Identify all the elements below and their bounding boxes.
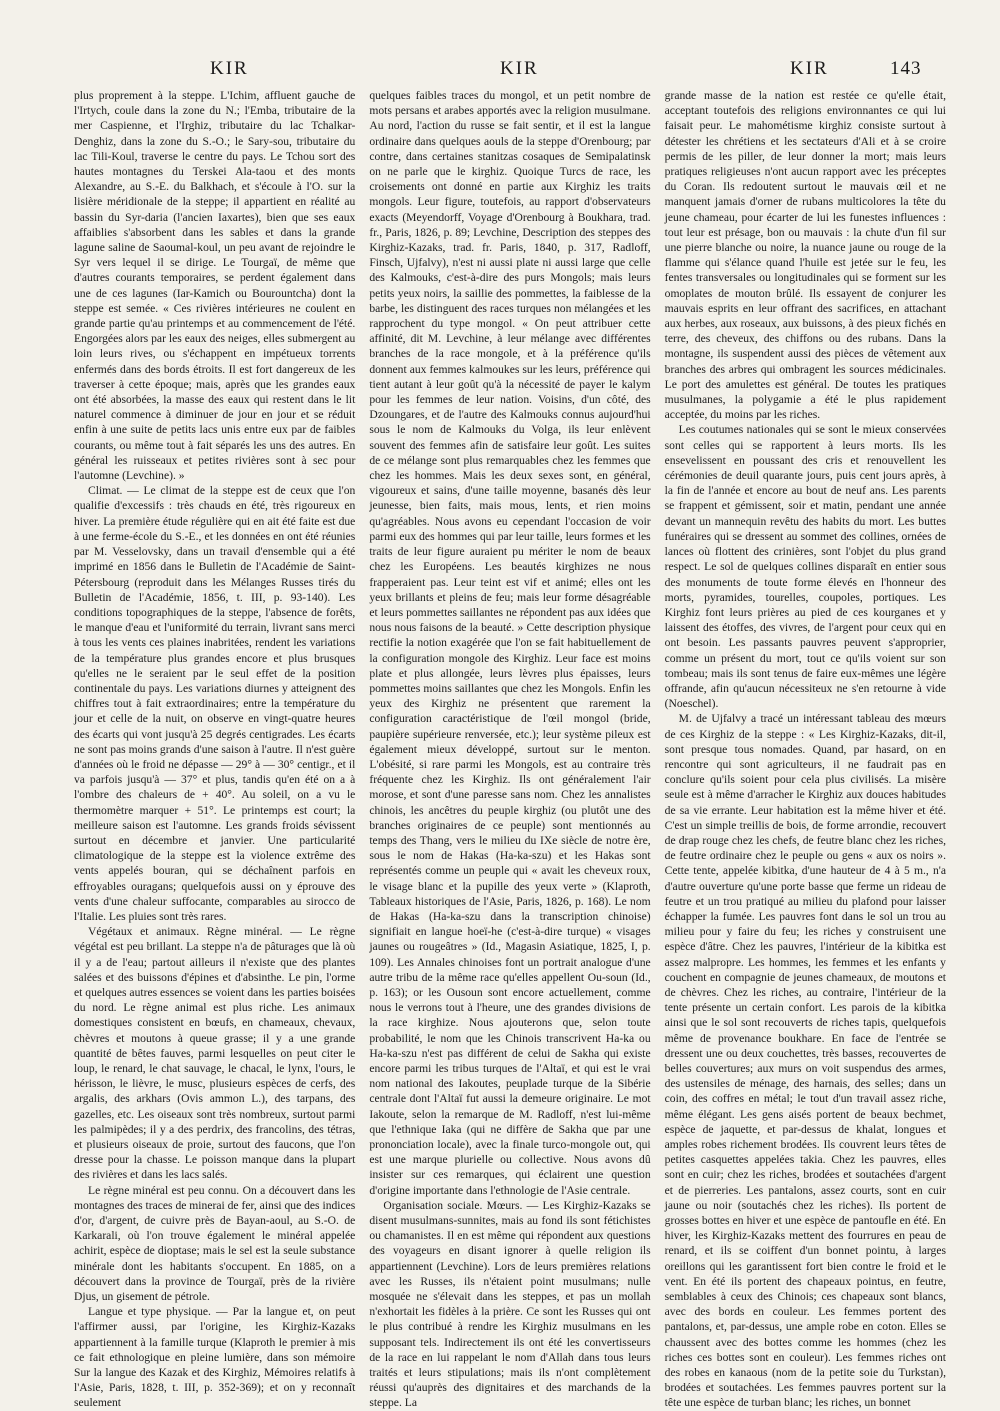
paragraph: M. de Ujfalvy a tracé un intéressant tableau des mœurs de ces Kirghiz de la steppe : « Les Kirghiz-Kazaks, dit-il, sont presque tous nomades. Quand, par hasard, on en rencontre qui sont agriculteurs, il ne faudrait pas en conclure qu'ils soient pour cela plus civilisés. La misère seule est à même d'arracher le Kirghiz aux douces habitudes de sa vie errante. Leur habitation est la même hiver et été. C'est un simple treillis de bois, de forme arrondie, recouvert de drap rouge chez les chefs, de feutre blanc chez les riches, de feutre ordinaire chez le peuple ou gens « aux os noirs ». Cette tente, appelée kibitka, d'une hauteur de 4 à 5 m., n'a d'autre ouverture qu'une porte basse que ferme un rideau de feutre et un trou pratiqué au milieu du plafond pour laisser échapper la fumée. Les pauvres font dans le sol un trou au milieu pour y faire du feu; les riches y construisent une espèce d'âtre. Chez les pauvres, l'intérieur de la kibitka est assez malpropre. Les hommes, les femmes et les enfants y couchent en compagnie de jeunes chameaux, de moutons et de chèvres. Chez les riches, au contraire, l'intérieur de la tente présente un certain confort. Les parois de la kibitka ainsi que le sol sont recouverts de riches tapis, quelquefois même de provenance boukhare. En face de l'entrée se dressent une ou deux couchettes, très basses, recouvertes de belles couvertures; aux murs on voit suspendus des armes, des ustensiles de ménage, des harnais, des selles; dans un coin, des coffres en métal; le tout d'un travail assez riche, même élégant. Les gens aisés portent de beaux bechmet, espèce de jaquette, et par-dessus de khalat, longues et amples robes richement brodées. Ils couvrent leurs têtes de petites casquettes appelées takia. Chez les pauvres, elles sont en cuir; chez les riches, brodées et soutachées d'argent et de pierreries. Les pantalons, assez courts, sont en cuir jaune ou noir (soutachés chez les riches). Ils portent de grosses bottes en hiver et une espèce de pantoufle en été. En hiver, les Kirghiz-Kazaks mettent des fourrures en peau de renard, et ils se coiffent d'un bonnet pointu, à larges oreillons qui les garantissent fort bien contre le froid et le vent. En été ils portent des chapeaux pointus, en feutre, semblables à ceux des Chinois; ces chapeaux sont blancs, avec des bords en couleur. Les femmes portent des pantalons, et, par-dessus, une ample robe en coton. Elles se chaussent avec des bottes comme les hommes (chez les riches ces bottes sont en couleur). Les femmes riches ont des robes en kanaous (nom de la petite soie du Turkstan), brodées et soutachées. Les femmes pauvres portent sur la tête une espèce de turban blanc; les riches, un bonnet bbox=[664, 712, 946, 1410]
running-head bbox=[70, 58, 945, 82]
column-3 bbox=[664, 88, 946, 1410]
page-number: 143 bbox=[890, 58, 922, 79]
running-head-right: KIR bbox=[790, 58, 829, 79]
paragraph: Organisation sociale. Mœurs. — Les Kirghiz-Kazaks se disent musulmans-sunnites, mais au fond ils sont fétichistes ou chamanistes. Il en est même qui répondent aux questions des voyageurs en disant ignorer à quelle religion ils appartiennent (Levchine). Lors de leurs premières relations avec les Russes, ils n'étaient point musulmans; nulle mosquée ne s'élevait dans les steppes, et pas un mollah n'exhortait les fidèles à la prière. Ce sont les Russes qui ont le plus contribué à rendre les Kirghiz musulmans en les supposant tels. Indirectement ils ont été les convertisseurs de la race en lui rappelant le nom d'Allah dans tous leurs traités et leurs stipulations; mais ils n'ont complètement réussi qu'auprès des dignitaires et des marchands de la steppe. La bbox=[369, 1198, 651, 1410]
paragraph: Le règne minéral est peu connu. On a découvert dans les montagnes des traces de minerai de fer, ainsi que des indices d'or, d'argent, de cuivre près de Bayan-aoul, au S.-O. de Karkarali, où l'on trouve également le minéral appelée achirit, espèce de dioptase; mais le sel est la seule substance minérale dont les habitants s'occupent. En 1885, on a découvert dans la province de Tourgaï, près de la rivière Djus, un gisement de pétrole. bbox=[74, 1183, 356, 1304]
column-2 bbox=[369, 88, 651, 1410]
paragraph: Végétaux et animaux. Règne minéral. — Le règne végétal est peu brillant. La steppe n'a de pâturages que là où il y a de l'eau; partout ailleurs il n'existe que des plantes salées et des buissons d'épines et d'absinthe. Le pin, l'orme et quelques autres essences se voient dans les parties boisées du nord. Le règne animal est plus riche. Les animaux domestiques consistent en bœufs, en chameaux, chevaux, chèvres et moutons à queue grasse; il y a une grande quantité de bêtes fauves, parmi lesquelles on peut citer le loup, le renard, le chat sauvage, le chacal, le lynx, l'ours, le hérisson, le lièvre, le musc, plusieurs espèces de cerfs, des argalis, des arkhars (Ovis ammon L.), des tarpans, des gazelles, etc. Les oiseaux sont très nombreux, surtout parmi les palmipèdes; il y a des perdrix, des francolins, des tétras, et plusieurs oiseaux de proie, surtout des faucons, que l'on dresse pour la chasse. Le poisson manque dans la plupart des rivières et dans les lacs salés. bbox=[74, 925, 356, 1182]
running-head-left: KIR bbox=[210, 58, 249, 79]
paragraph: grande masse de la nation est restée ce qu'elle était, acceptant toutefois des religions environnantes ce qui lui faisait peur. Le mahométisme kirghiz consiste surtout à détester les chrétiens et les sectateurs d'Ali et à se croire permis de les piller, de leur donner la mort; mais leurs pratiques religieuses n'ont aucun rapport avec les préceptes du Coran. Ils redoutent surtout le mauvais œil et ne manquent jamais d'orner de rubans multicolores la tête du jeune chameau, pour écarter de lui les funestes influences : tout leur est présage, bon ou mauvais : la chute d'un fil sur une pierre blanche ou noire, la nuance jaune ou rouge de la flamme qui s'élance quand l'huile est jetée sur le feu, les fentes transversales ou longitudinales qui se forment sur les omoplates de mouton brûlé. Ils essayent de conjurer les mauvais esprits en leur offrant des sacrifices, en attachant aux herbes, aux roseaux, aux buissons, à des pieux fichés en terre, des cheveux, des chiffons ou des rubans. Dans la montagne, ils suspendent aussi des pièces de vêtement aux branches des arbres qui ombragent les sources médicinales. Le port des amulettes est général. De toutes les pratiques musulmanes, la polygamie a été le plus rapidement acceptée, du moins par les riches. bbox=[664, 89, 946, 422]
text-columns bbox=[74, 88, 946, 1410]
paragraph: Les coutumes nationales qui se sont le mieux conservées sont celles qui se rapportent à leurs morts. Ils les ensevelissent en poussant des cris et renouvellent les cérémonies de deuil quarante jours, puis cent jours après, à la fin de l'année et encore au bout de neuf ans. Les parents se frappent et gémissent, soir et matin, pendant une année devant un mannequin revêtu des habits du mort. Les buttes funéraires qui se dressent au sommet des collines, ornées de lances où flottent des crinières, sont l'objet du plus grand respect. Le sol de quelques collines disparaît en entier sous des monuments de toute forme élevés en l'honneur des morts, pyramides, tourelles, coupoles, portiques. Les Kirghiz font leurs prières au pied de ces kourganes et y laissent des étoffes, des vivres, de l'argent pour ceux qui en ont besoin. Les passants pauvres peuvent s'approprier, comme un présent du mort, tout ce qu'ils voient sur son tombeau; mais ils sont tenus de faire eux-mêmes une légère offrande, afin qu'aucun nécessiteux ne s'en retourne à vide (Noeschel). bbox=[664, 423, 946, 711]
running-head-center: KIR bbox=[500, 58, 539, 79]
paragraph: plus proprement à la steppe. L'Ichim, affluent gauche de l'Irtych, coule dans la zone du N.; l'Emba, tributaire de la mer Caspienne, et l'Irghiz, tributaire du lac Tchalkar-Denghiz, dans la zone du S.-O.; le Sary-sou, tributaire du lac Tili-Koul, traverse le centre du pays. Le Tchou sort des hautes montagnes du Terskei Ala-taou et des monts Alexandre, au S.-E. du Balkhach, et s'écoule à l'O. sur la lisière méridionale de la steppe; il appartient en réalité au bassin du Syr-daria (l'ancien Iaxartes), bien que ses eaux affaiblies s'absorbent dans les sables et dans la grande lagune saline de Saoumal-koul, un peu avant de rejoindre le Syr vers lequel il se dirige. Le Tourgaï, de même que d'autres courants temporaires, se perdent également dans une de ces lagunes (Iar-Kamich ou Bourountcha) dont la steppe est semée. « Ces rivières intérieures ne coulent en grande partie qu'au printemps et au commencement de l'été. Engorgées alors par les eaux des neiges, elles submergent au loin leurs rives, ou s'échappent en impétueux torrents enfermés dans des bords étroits. Il est fort dangereux de les traverser à cette époque; mais, après que les grandes eaux ont été absorbées, la masse des eaux qui restent dans le lit naturel commence à diminuer de jour en jour et se réduit enfin à une suite de petits lacs unis entre eux par de faibles courants, ou même tout à fait séparés les uns des autres. En général les ruisseaux et petites rivières sont à sec pour l'automne (Levchine). » bbox=[74, 89, 356, 483]
paragraph: Climat. — Le climat de la steppe est de ceux que l'on qualifie d'excessifs : très chauds en été, très rigoureux en hiver. La première étude régulière qui en ait été faite est due à une ferme-école du S.-E., et les données en ont été réunies par M. Vesselovsky, dans un travail d'ensemble qui a été imprimé en 1856 dans le Bulletin de l'Académie de Saint-Pétersbourg (reproduit dans les Mélanges Russes tirés du Bulletin de l'Académie, 1856, t. III, p. 93-140). Les conditions topographiques de la steppe, l'absence de forêts, le manque d'eau et l'uniformité du terrain, livrant sans merci à tous les vents ces plaines inabritées, rendent les variations de la température plus grandes encore et plus brusques qu'elles ne le seraient par le seul effet de la position continentale du pays. Les variations diurnes y atteignent des chiffres tout à fait extraordinaires; entre la température du jour et celle de la nuit, on observe en vingt-quatre heures des écarts qui vont jusqu'à 25 degrés centigrades. Les écarts ne sont pas moins grands d'une saison à l'autre. Il n'est guère d'années où le froid ne dépasse — 29° à — 30° centigr., et il va parfois jusqu'à — 37° et plus, tandis qu'en été on a à l'ombre des chaleurs de + 40°. Au soleil, on a vu le thermomètre marquer + 51°. Le printemps est court; la meilleure saison est l'automne. Les grands froids sévissent surtout en décembre et janvier. Une particularité climatologique de la steppe est la violence extrême des vents appelés bouran, qui se déchaînent parfois en effroyables ouragans; quelquefois aussi on y éprouve des vents d'une chaleur suffocante, comparables au sirocco de l'Italie. Les pluies sont très rares. bbox=[74, 484, 356, 923]
paragraph: quelques faibles traces du mongol, et un petit nombre de mots persans et arabes apportés avec la religion musulmane. Au nord, l'action du russe se fait sentir, et il est la langue ordinaire dans quelques aouls de la steppe d'Orenbourg; par contre, dans certaines stanitzas cosaques de Semipalatinsk on ne parle que le kirghiz. Quoique Turcs de race, les croisements ont donné en partie aux Kirghiz les traits mongols. Leur figure, toutefois, au rapport d'observateurs exacts (Meyendorff, Voyage d'Orenbourg à Boukhara, trad. fr., Paris, 1826, p. 89; Levchine, Description des steppes des Kirghiz-Kazaks, trad. fr. Paris, 1840, p. 317, Radloff, Finsch, Ujfalvy), n'est ni aussi plate ni aussi large que celle des Kalmouks, c'est-à-dire des purs Mongols; mais leurs petits yeux noirs, la saillie des pommettes, la faiblesse de la barbe, les distinguent des races turques non mélangées et les rapprochent du type mongol. « On peut attribuer cette affinité, dit M. Levchine, à leur mélange avec différentes branches de la race mongole, et à la préférence qu'ils donnent aux femmes kalmoukes sur les leurs, préférence qui tient autant à leur goût qu'à la nécessité de payer le kalym pour les femmes de leur nation. Voisins, d'un côté, des Dzoungares, et de l'autre des Kalmouks connus aujourd'hui sous le nom de Kalmouks du Volga, ils leur enlèvent souvent des femmes afin de satisfaire leur goût. Les suites de ce mélange sont plus remarquables chez les femmes que chez les hommes. Mais les deux sexes sont, en général, vigoureux et sains, d'une taille moyenne, basanés dès leur jeunesse, bien faits, mais mous, lents, et rien moins qu'agréables. Nous avons eu cependant l'occasion de voir parmi eux des hommes qui par leur taille, leurs formes et les traits de leur figure auraient pu mériter le nom de beaux chez les Européens. Les beautés kirghizes ne nous frapperaient pas. Leur teint est vif et animé; elles ont les yeux brillants et pleins de feu; mais leur forme désagréable et leurs pommettes saillantes ne répondent pas aux idées que nous nous faisons de la beauté. » Cette description physique rectifie la notion exagérée que l'on se fait habituellement de la configuration mongole des Kirghiz. Leur face est moins plate et plus allongée, leurs lèvres plus épaisses, leurs pommettes moins saillantes que chez les Mongols. Enfin les yeux des Kirghiz ne présentent que rarement la configuration caractéristique de l'œil mongol (bride, paupière supérieure renversée, etc.); leur système pileux est également mieux développé, surtout sur le menton. L'obésité, si rare parmi les Mongols, est au contraire très fréquente chez les Kirghiz. Ils ont généralement l'air morose, et sont d'une paresse sans nom. Chez les annalistes chinois, les ancêtres du peuple kirghiz (ou plutôt une des branches originaires de ce peuple) sont mentionnés au temps des Thang, vers le milieu du IXe siècle de notre ère, sous le nom de Hakas (Ha-ka-szu) et les Hakas sont représentés comme un peuple qui « avait les cheveux roux, le visage blanc et la pupille des yeux verte » (Klaproth, Tableaux historiques de l'Asie, Paris, 1826, p. 168). Le nom de Hakas (Ha-ka-szu dans la transcription chinoise) signifiait en langue hoeï-he (c'est-à-dire turque) « visages jaunes ou rougeâtres » (Id., Magasin Asiatique, 1825, I, p. 109). Les Annales chinoises font un portrait analogue d'une autre tribu de la même race qu'elles appellent Ou-soun (Id., p. 163); or les Ousoun sont encore actuellement, comme nous le verrons tout à l'heure, une des grandes divisions de la race kirghize. Nous ajouterons que, selon toute probabilité, le nom que les Chinois transcrivent Ha-ka ou Ha-ka-szu n'est pas différent de celui de Sakha qui existe encore parmi les tribus turques de l'Altaï, et qui est le vrai nom national des Iakoutes, peuplade turque de la Sibérie centrale dont l'Altaï fut aussi la demeure originaire. Le mot Iakoute, selon la remarque de M. Radloff, n'est lui-même que l'ethnique Iaka (qui ne diffère de Sakha que par une prononciation locale), avec la finale turco-mongole out, qui est une marque plurielle ou collective. Nous avons dû insister sur ces remarques, qui éclairent une question d'origine importante dans l'ethnologie de l'Asie centrale. bbox=[369, 89, 651, 1197]
paragraph: Langue et type physique. — Par la langue et, on peut l'affirmer aussi, par l'origine, les Kirghiz-Kazaks appartiennent à la famille turque (Klaproth le premier à mis ce fait ethnologique en pleine lumière, dans son mémoire Sur la langue des Kazak et des Kirghiz, Mémoires relatifs à l'Asie, Paris, 1828, t. III, p. 352-369); et on y reconnaît seulement bbox=[74, 1305, 356, 1410]
column-1 bbox=[74, 88, 356, 1410]
